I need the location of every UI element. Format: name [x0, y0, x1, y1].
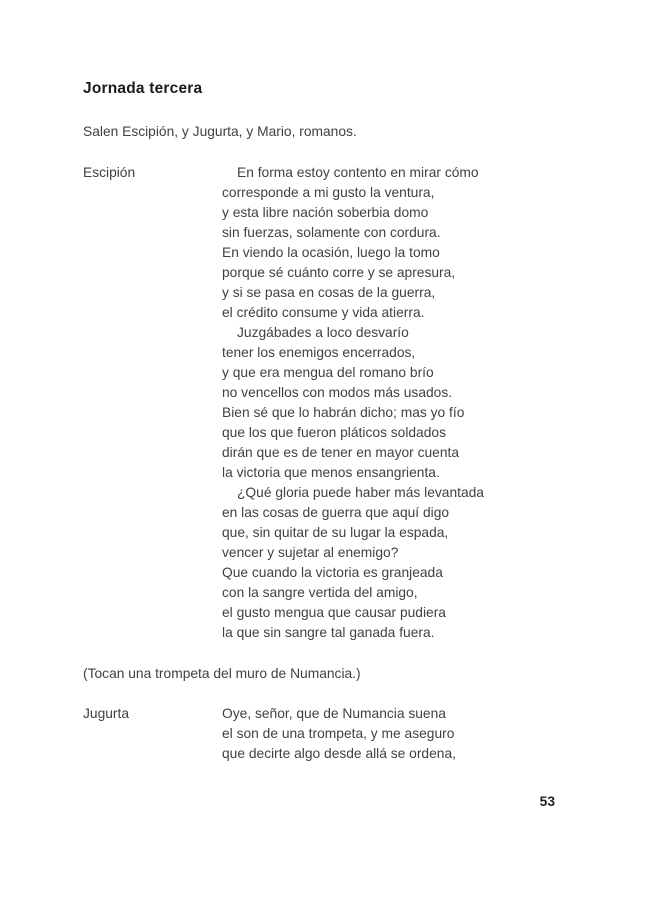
verse-line: vencer y sujetar al enemigo?: [222, 545, 399, 560]
act-heading: Jornada tercera: [83, 80, 203, 97]
verse-line: que, sin quitar de su lugar la espada,: [222, 525, 449, 540]
verse-line: corresponde a mi gusto la ventura,: [222, 185, 435, 200]
verse-line: el gusto mengua que causar pudiera: [222, 605, 446, 620]
verse-line: En forma estoy contento en mirar cómo: [237, 165, 479, 180]
page-number: 53: [539, 794, 555, 809]
verse-line: que decirte algo desde allá se ordena,: [222, 746, 456, 761]
verse-line: que los que fueron pláticos soldados: [222, 425, 446, 440]
dialogue-block-escipion: [83, 163, 484, 643]
dialogue-block-jugurta: [83, 704, 456, 764]
verse-line: Juzgábades a loco desvarío: [237, 325, 409, 340]
verse-line: el son de una trompeta, y me aseguro: [222, 726, 455, 741]
verse-line: la que sin sangre tal ganada fuera.: [222, 625, 435, 640]
stage-direction-trumpet: (Tocan una trompeta del muro de Numancia.): [83, 666, 361, 681]
verse-line: porque sé cuánto corre y se apresura,: [222, 265, 456, 280]
speaker-name: Escipión: [83, 165, 136, 180]
verse-line: la victoria que menos ensangrienta.: [222, 465, 440, 480]
verse-text: [222, 704, 456, 764]
verse-line: en las cosas de guerra que aquí digo: [222, 505, 450, 520]
verse-line: el crédito consume y vida atierra.: [222, 305, 425, 320]
verse-line: con la sangre vertida del amigo,: [222, 585, 418, 600]
verse-text: [222, 163, 484, 643]
verse-line: y que era mengua del romano brío: [222, 365, 434, 380]
verse-line: dirán que es de tener en mayor cuenta: [222, 445, 459, 460]
verse-line: y esta libre nación soberbia domo: [222, 205, 429, 220]
verse-line: En viendo la ocasión, luego la tomo: [222, 245, 440, 260]
speaker-name: Jugurta: [83, 706, 130, 721]
verse-line: Bien sé que lo habrán dicho; mas yo fío: [222, 405, 465, 420]
stage-direction-entrance: Salen Escipión, y Jugurta, y Mario, romanos.: [83, 124, 357, 139]
verse-line: tener los enemigos encerrados,: [222, 345, 416, 360]
verse-line: Oye, señor, que de Numancia suena: [222, 706, 446, 721]
verse-line: ¿Qué gloria puede haber más levantada: [237, 485, 484, 500]
verse-line: Que cuando la victoria es granjeada: [222, 565, 443, 580]
verse-line: no vencellos con modos más usados.: [222, 385, 453, 400]
verse-line: y si se pasa en cosas de la guerra,: [222, 285, 436, 300]
verse-line: sin fuerzas, solamente con cordura.: [222, 225, 441, 240]
